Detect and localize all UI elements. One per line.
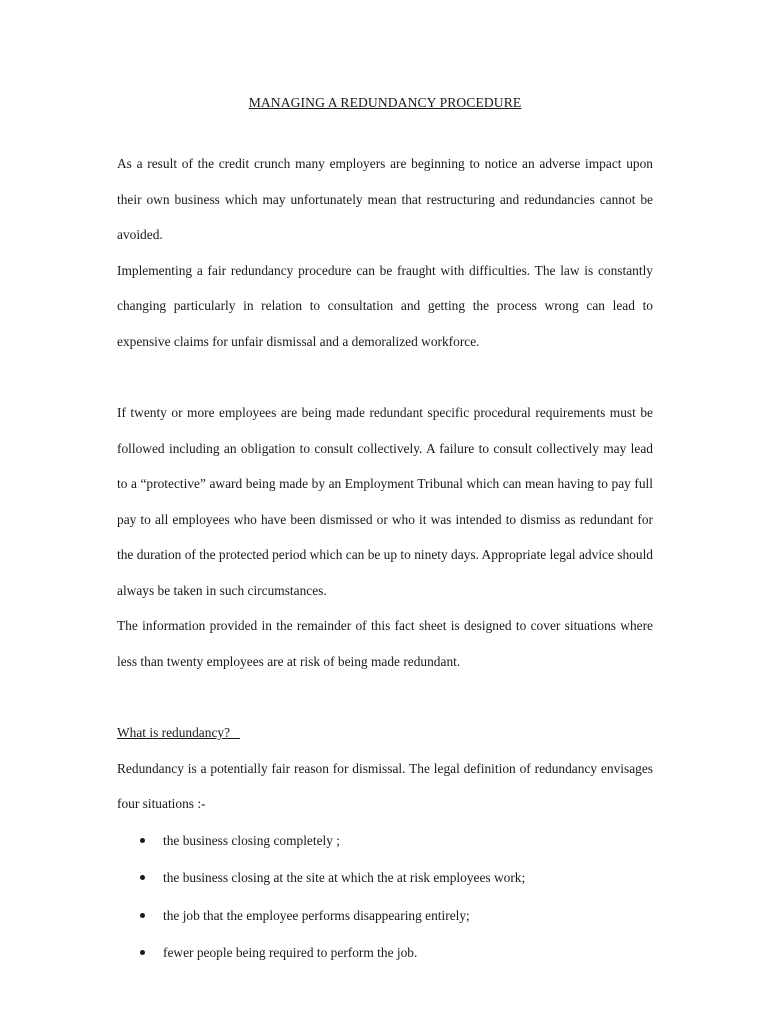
list-item bbox=[117, 822, 653, 860]
list-item bbox=[117, 934, 653, 972]
paragraph-collective-consultation: If twenty or more employees are being made redundant specific procedural requirements must be followed including an obligation to consult collectively. A failure to consult collectively may lead to a “protective” award being made by an Employment Tribunal which can mean having to pay full pay to all employees who have been dismissed or who it was intended to dismiss as redundant for the duration of the protected period which can be up to ninety days. Appropriate legal advice should always be taken in such circumstances. bbox=[117, 405, 653, 598]
list-item-text: the job that the employee performs disappearing entirely; bbox=[163, 907, 470, 923]
paragraph-fact-sheet-scope: The information provided in the remainder of this fact sheet is designed to cover situations where less than twenty employees are at risk of being made redundant. bbox=[117, 618, 653, 669]
list-item-text: the business closing completely ; bbox=[163, 832, 341, 848]
spacer bbox=[117, 359, 653, 395]
bullet-icon bbox=[140, 950, 145, 955]
list-item-text: fewer people being required to perform the job. bbox=[163, 945, 418, 960]
spacer bbox=[117, 679, 653, 715]
document-title: MANAGING A REDUNDANCY PROCEDURE bbox=[248, 95, 522, 110]
redundancy-situations-list bbox=[117, 822, 653, 972]
list-item bbox=[117, 897, 653, 935]
document-page bbox=[117, 94, 653, 972]
paragraph-redundancy-definition: Redundancy is a potentially fair reason for dismissal. The legal definition of redundancy envisages four situations :- bbox=[117, 760, 653, 811]
paragraph-procedure: Implementing a fair redundancy procedure can be fraught with difficulties. The law is constantly changing particularly in relation to consultation and getting the process wrong can lead to expensive claims for unfair dismissal and a demoralized workforce. bbox=[117, 262, 653, 349]
list-item-text: the business closing at the site at which the at risk employees work; bbox=[163, 870, 526, 885]
bullet-icon bbox=[140, 913, 145, 918]
bullet-icon bbox=[140, 875, 145, 880]
section-heading-what-is-redundancy: What is redundancy? bbox=[117, 725, 241, 740]
paragraph-intro: As a result of the credit crunch many employers are beginning to notice an adverse impact upon their own business which may unfortunately mean that restructuring and redundancies cannot be avoided. bbox=[117, 156, 653, 242]
bullet-icon bbox=[140, 838, 145, 843]
list-item bbox=[117, 859, 653, 897]
